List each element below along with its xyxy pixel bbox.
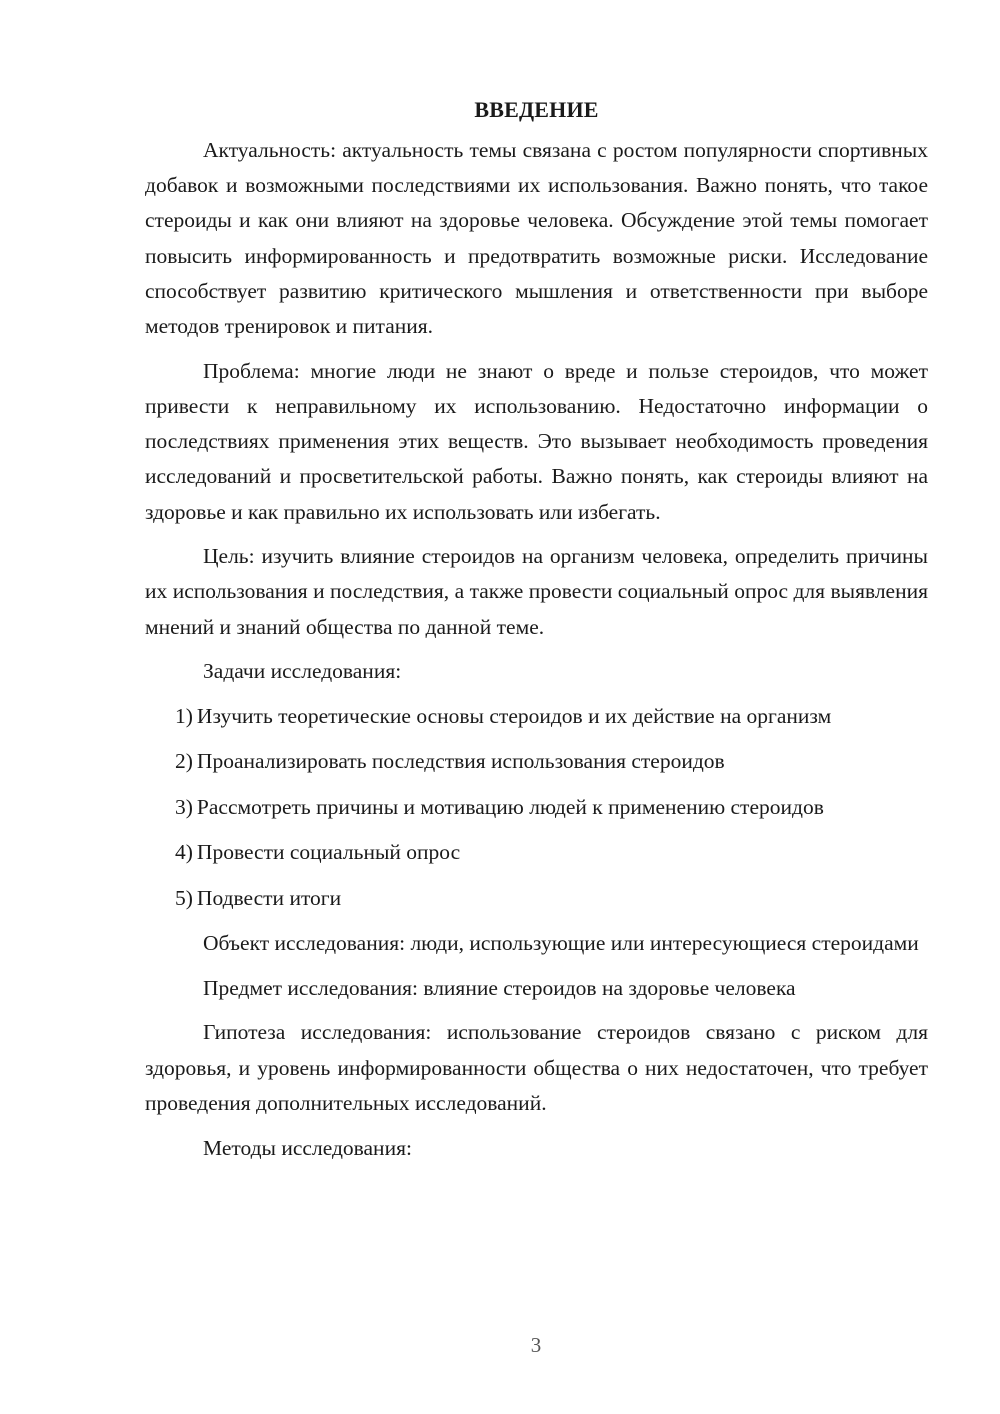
list-item-text: Подвести итоги (196, 885, 342, 910)
page-title: ВВЕДЕНИЕ (474, 97, 599, 122)
list-item-text: Провести социальный опрос (196, 840, 461, 865)
list-item-number: 1) (175, 704, 193, 729)
list-item-text: Изучить теоретические основы стероидов и их действие на организм (196, 704, 832, 729)
paragraph-problem: Проблема: многие люди не знают о вреде и пользе стероидов, что может привести к неправильному их использованию. Недостаточно информации о последствиях применения этих веществ. Это вызывает необходимость проведения исследований и просветительской работы. Важно понять, как стероиды влияют на здоровье и как правильно их использовать или избегать. (145, 358, 928, 524)
paragraph-tasks-heading: Задачи исследования: (203, 659, 402, 684)
page-number: 3 (530, 1333, 542, 1357)
paragraph-methods-heading: Методы исследования: (203, 1135, 412, 1160)
list-item-number: 5) (175, 885, 193, 910)
list-item-number: 2) (175, 749, 193, 774)
paragraph-subject: Предмет исследования: влияние стероидов на здоровье человека (203, 975, 796, 1000)
paragraph-object: Объект исследования: люди, использующие или интересующиеся стероидами (203, 931, 919, 955)
paragraph-hypothesis: Гипотеза исследования: использование стероидов связано с риском для здоровья, и уровень информированности общества о них недостаточен, что требует проведения дополнительных исследований. (145, 1020, 928, 1115)
list-item-number: 4) (175, 840, 193, 865)
list-item-number: 3) (175, 794, 193, 819)
list-item (145, 790, 928, 825)
tasks-list (145, 699, 928, 916)
list-item (145, 744, 928, 779)
document-page (145, 92, 928, 1175)
list-item (145, 699, 928, 734)
paragraph-relevance: Актуальность: актуальность темы связана с ростом популярности спортивных добавок и возможными последствиями их использования. Важно понять, что такое стероиды и как они влияют на здоровье человека. Обсуждение этой темы помогает повысить информированность и предотвратить возможные риски. Исследование способствует развитию критического мышления и ответственности при выборе методов тренировок и питания. (145, 138, 928, 339)
list-item-text: Проанализировать последствия использования стероидов (196, 749, 725, 774)
list-item (145, 881, 928, 916)
list-item (145, 835, 928, 870)
list-item-text: Рассмотреть причины и мотивацию людей к применению стероидов (196, 794, 824, 819)
paragraph-goal: Цель: изучить влияние стероидов на организм человека, определить причины их использования и последствия, а также провести социальный опрос для выявления мнений и знаний общества по данной теме. (145, 544, 928, 639)
